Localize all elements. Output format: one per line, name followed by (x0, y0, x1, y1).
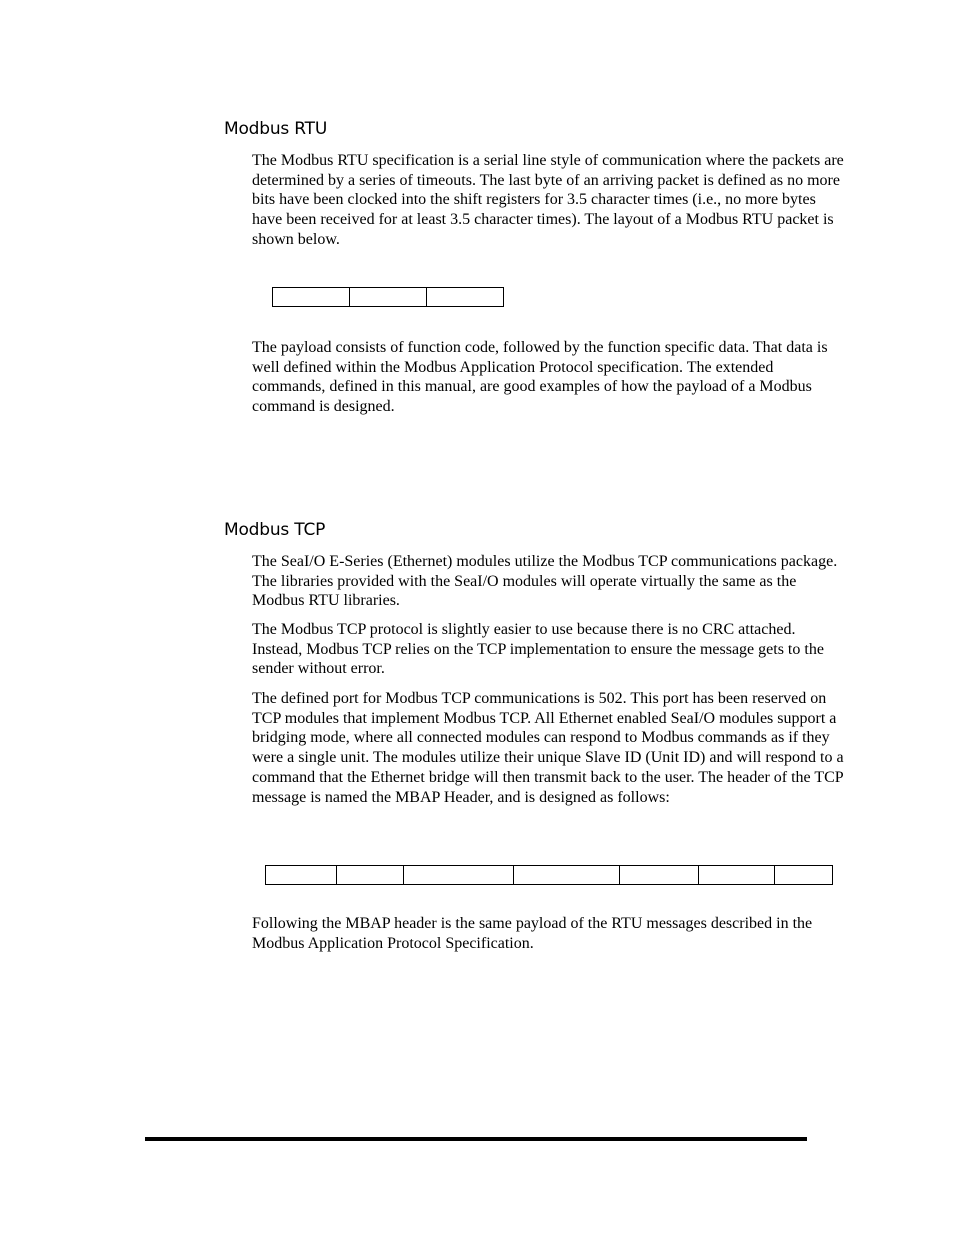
rtu-payload-paragraph: The payload consists of function code, followed by the function specific data. That data is well defined within the Modbus Application Protocol specification. The extended commands, defined in this manual, are good examples of how the payload of a Modbus command is designed. (252, 339, 828, 416)
section-heading-modbus-tcp: Modbus TCP (224, 520, 326, 540)
packet-cell (337, 866, 404, 885)
packet-cell (350, 288, 427, 307)
packet-cell (266, 866, 337, 885)
mbap-header-layout-table (265, 865, 833, 885)
packet-cell (273, 288, 350, 307)
table-row (273, 288, 504, 307)
rtu-packet-layout-table (272, 287, 504, 307)
tcp-paragraph-1: The SeaI/O E-Series (Ethernet) modules utilize the Modbus TCP communications package. The libraries provided with the SeaI/O modules will operate virtually the same as the Modbus RTU libraries. (252, 553, 838, 610)
footer-rule (145, 1137, 807, 1141)
packet-cell (427, 288, 504, 307)
packet-cell (698, 866, 774, 885)
section-heading-modbus-rtu: Modbus RTU (224, 119, 328, 139)
tcp-paragraph-2: The Modbus TCP protocol is slightly easier to use because there is no CRC attached. Instead, Modbus TCP relies on the TCP implementation to ensure the message gets to the sender without error. (252, 621, 824, 678)
packet-cell (514, 866, 619, 885)
packet-cell (404, 866, 514, 885)
table-row (266, 866, 833, 885)
packet-cell (619, 866, 698, 885)
tcp-paragraph-3: The defined port for Modbus TCP communications is 502. This port has been reserved on TCP modules that implement Modbus TCP. All Ethernet enabled SeaI/O modules support a bridging mode, where all connected modules can respond to Modbus commands as if they were a single unit. The modules utilize their unique Slave ID (Unit ID) and will respond to a command that the Ethernet bridge will then transmit back to the user. The header of the TCP message is named the MBAP Header, and is designed as follows: (252, 690, 844, 806)
rtu-intro-paragraph: The Modbus RTU specification is a serial line style of communication where the packets are determined by a series of timeouts. The last byte of an arriving packet is defined as no more bits have been clocked into the shift registers for 3.5 character times (i.e., no more bytes have been received for at least 3.5 character times). The layout of a Modbus RTU packet is shown below. (252, 152, 844, 248)
tcp-paragraph-4: Following the MBAP header is the same payload of the RTU messages described in the Modbus Application Protocol Specification. (252, 915, 813, 952)
packet-cell (774, 866, 832, 885)
